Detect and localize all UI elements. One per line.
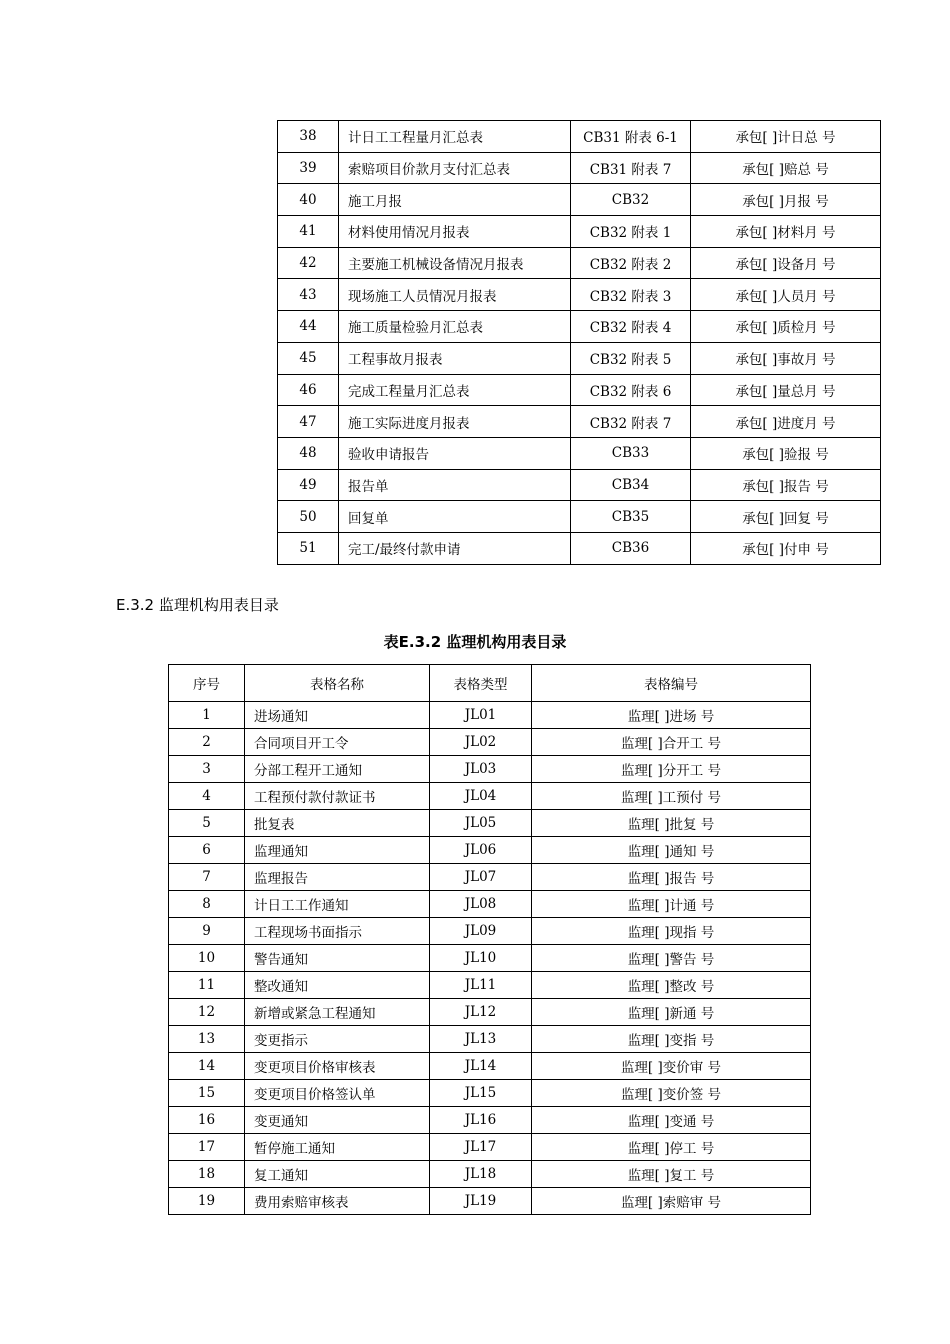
cell-type: JL13 bbox=[430, 1026, 532, 1053]
cell-type: CB31 附表 7 bbox=[571, 152, 691, 184]
cell-type: JL14 bbox=[430, 1053, 532, 1080]
form-list-table-continued bbox=[277, 120, 881, 565]
cell-no: 43 bbox=[278, 279, 339, 311]
cell-no: 19 bbox=[169, 1188, 245, 1215]
table-row bbox=[169, 1107, 811, 1134]
cell-no: 14 bbox=[169, 1053, 245, 1080]
cell-no: 47 bbox=[278, 406, 339, 438]
cell-no: 7 bbox=[169, 864, 245, 891]
table-row bbox=[278, 279, 881, 311]
cell-no: 15 bbox=[169, 1080, 245, 1107]
cell-type: CB32 附表 1 bbox=[571, 216, 691, 248]
table-row bbox=[169, 999, 811, 1026]
cell-no: 18 bbox=[169, 1161, 245, 1188]
table-row bbox=[278, 532, 881, 564]
cell-name: 完成工程量月汇总表 bbox=[339, 374, 571, 406]
cell-name: 监理报告 bbox=[245, 864, 430, 891]
cell-name: 变更指示 bbox=[245, 1026, 430, 1053]
table-row bbox=[278, 216, 881, 248]
cell-type: JL02 bbox=[430, 729, 532, 756]
cell-no: 8 bbox=[169, 891, 245, 918]
cell-no: 4 bbox=[169, 783, 245, 810]
cell-code: 监理[ ]批复 号 bbox=[532, 810, 811, 837]
cell-type: JL01 bbox=[430, 702, 532, 729]
cell-no: 11 bbox=[169, 972, 245, 999]
table-row bbox=[278, 469, 881, 501]
cell-no: 42 bbox=[278, 247, 339, 279]
cell-code: 承包[ ]材料月 号 bbox=[691, 216, 881, 248]
cell-code: 承包[ ]事故月 号 bbox=[691, 342, 881, 374]
cell-name: 警告通知 bbox=[245, 945, 430, 972]
cell-name: 费用索赔审核表 bbox=[245, 1188, 430, 1215]
cell-type: CB35 bbox=[571, 501, 691, 533]
cell-code: 监理[ ]合开工 号 bbox=[532, 729, 811, 756]
cell-no: 40 bbox=[278, 184, 339, 216]
cell-type: JL04 bbox=[430, 783, 532, 810]
cell-type: JL06 bbox=[430, 837, 532, 864]
cell-no: 46 bbox=[278, 374, 339, 406]
cell-no: 44 bbox=[278, 311, 339, 343]
cell-no: 13 bbox=[169, 1026, 245, 1053]
cell-code: 监理[ ]整改 号 bbox=[532, 972, 811, 999]
cell-no: 1 bbox=[169, 702, 245, 729]
cell-name: 材料使用情况月报表 bbox=[339, 216, 571, 248]
cell-type: JL17 bbox=[430, 1134, 532, 1161]
cell-name: 计日工工程量月汇总表 bbox=[339, 121, 571, 153]
cell-name: 回复单 bbox=[339, 501, 571, 533]
cell-type: JL18 bbox=[430, 1161, 532, 1188]
cell-type: CB32 附表 5 bbox=[571, 342, 691, 374]
table-row bbox=[169, 783, 811, 810]
cell-code: 监理[ ]复工 号 bbox=[532, 1161, 811, 1188]
cell-name: 分部工程开工通知 bbox=[245, 756, 430, 783]
cell-type: JL09 bbox=[430, 918, 532, 945]
cell-code: 承包[ ]月报 号 bbox=[691, 184, 881, 216]
cell-name: 批复表 bbox=[245, 810, 430, 837]
cell-code: 承包[ ]回复 号 bbox=[691, 501, 881, 533]
cell-name: 验收申请报告 bbox=[339, 437, 571, 469]
cell-no: 6 bbox=[169, 837, 245, 864]
cell-type: CB32 附表 7 bbox=[571, 406, 691, 438]
cell-code: 监理[ ]报告 号 bbox=[532, 864, 811, 891]
cell-no: 50 bbox=[278, 501, 339, 533]
cell-code: 承包[ ]质检月 号 bbox=[691, 311, 881, 343]
cell-name: 施工月报 bbox=[339, 184, 571, 216]
cell-name: 整改通知 bbox=[245, 972, 430, 999]
cell-code: 监理[ ]变价审 号 bbox=[532, 1053, 811, 1080]
cell-type: CB32 附表 6 bbox=[571, 374, 691, 406]
cell-code: 监理[ ]警告 号 bbox=[532, 945, 811, 972]
cell-type: JL16 bbox=[430, 1107, 532, 1134]
cell-code: 监理[ ]现指 号 bbox=[532, 918, 811, 945]
table-row bbox=[169, 972, 811, 999]
cell-code: 监理[ ]变指 号 bbox=[532, 1026, 811, 1053]
cell-type: CB32 附表 4 bbox=[571, 311, 691, 343]
cell-name: 暂停施工通知 bbox=[245, 1134, 430, 1161]
cell-name: 完工/最终付款申请 bbox=[339, 532, 571, 564]
cell-name: 变更项目价格签认单 bbox=[245, 1080, 430, 1107]
table-row bbox=[169, 837, 811, 864]
table-row bbox=[169, 1080, 811, 1107]
cell-code: 承包[ ]付申 号 bbox=[691, 532, 881, 564]
cell-name: 进场通知 bbox=[245, 702, 430, 729]
cell-type: CB32 附表 3 bbox=[571, 279, 691, 311]
cell-code: 承包[ ]量总月 号 bbox=[691, 374, 881, 406]
cell-no: 51 bbox=[278, 532, 339, 564]
cell-name: 工程现场书面指示 bbox=[245, 918, 430, 945]
cell-no: 38 bbox=[278, 121, 339, 153]
table-row bbox=[278, 501, 881, 533]
cell-name: 复工通知 bbox=[245, 1161, 430, 1188]
cell-no: 5 bbox=[169, 810, 245, 837]
cell-no: 9 bbox=[169, 918, 245, 945]
cell-code: 承包[ ]验报 号 bbox=[691, 437, 881, 469]
table-row bbox=[169, 756, 811, 783]
cell-code: 监理[ ]新通 号 bbox=[532, 999, 811, 1026]
cell-name: 索赔项目价款月支付汇总表 bbox=[339, 152, 571, 184]
table-row bbox=[278, 437, 881, 469]
cell-type: CB33 bbox=[571, 437, 691, 469]
cell-type: JL05 bbox=[430, 810, 532, 837]
cell-name: 合同项目开工令 bbox=[245, 729, 430, 756]
cell-code: 承包[ ]赔总 号 bbox=[691, 152, 881, 184]
table-row bbox=[169, 1026, 811, 1053]
table-row bbox=[169, 1188, 811, 1215]
cell-type: CB32 附表 2 bbox=[571, 247, 691, 279]
table-row bbox=[278, 342, 881, 374]
table-row bbox=[278, 374, 881, 406]
cell-no: 16 bbox=[169, 1107, 245, 1134]
table-row bbox=[169, 1053, 811, 1080]
cell-no: 41 bbox=[278, 216, 339, 248]
table-row bbox=[278, 152, 881, 184]
cell-no: 3 bbox=[169, 756, 245, 783]
table-row bbox=[278, 406, 881, 438]
cell-code: 承包[ ]进度月 号 bbox=[691, 406, 881, 438]
table-row bbox=[169, 729, 811, 756]
cell-type: JL10 bbox=[430, 945, 532, 972]
table-row bbox=[169, 1134, 811, 1161]
supervision-form-list-table bbox=[168, 664, 811, 1215]
cell-type: JL15 bbox=[430, 1080, 532, 1107]
table-row bbox=[169, 702, 811, 729]
cell-code: 监理[ ]变价签 号 bbox=[532, 1080, 811, 1107]
table-row bbox=[169, 945, 811, 972]
cell-code: 监理[ ]停工 号 bbox=[532, 1134, 811, 1161]
header-type: 表格类型 bbox=[430, 665, 532, 702]
cell-name: 主要施工机械设备情况月报表 bbox=[339, 247, 571, 279]
cell-name: 变更通知 bbox=[245, 1107, 430, 1134]
cell-code: 监理[ ]工预付 号 bbox=[532, 783, 811, 810]
cell-type: JL11 bbox=[430, 972, 532, 999]
section-heading: E.3.2 监理机构用表目录 bbox=[116, 596, 279, 614]
cell-code: 监理[ ]分开工 号 bbox=[532, 756, 811, 783]
cell-code: 承包[ ]报告 号 bbox=[691, 469, 881, 501]
table-row bbox=[169, 864, 811, 891]
cell-no: 17 bbox=[169, 1134, 245, 1161]
table-row bbox=[278, 184, 881, 216]
table-row bbox=[278, 121, 881, 153]
cell-code: 监理[ ]变通 号 bbox=[532, 1107, 811, 1134]
cell-name: 报告单 bbox=[339, 469, 571, 501]
cell-code: 监理[ ]索赔审 号 bbox=[532, 1188, 811, 1215]
cell-code: 承包[ ]设备月 号 bbox=[691, 247, 881, 279]
cell-type: CB32 bbox=[571, 184, 691, 216]
cell-code: 承包[ ]人员月 号 bbox=[691, 279, 881, 311]
cell-no: 49 bbox=[278, 469, 339, 501]
table-title: 表E.3.2 监理机构用表目录 bbox=[383, 633, 567, 651]
cell-name: 监理通知 bbox=[245, 837, 430, 864]
cell-type: CB36 bbox=[571, 532, 691, 564]
cell-name: 现场施工人员情况月报表 bbox=[339, 279, 571, 311]
cell-name: 新增或紧急工程通知 bbox=[245, 999, 430, 1026]
cell-name: 施工质量检验月汇总表 bbox=[339, 311, 571, 343]
table-row bbox=[169, 891, 811, 918]
table-row bbox=[278, 311, 881, 343]
cell-name: 工程预付款付款证书 bbox=[245, 783, 430, 810]
cell-name: 计日工工作通知 bbox=[245, 891, 430, 918]
table-row bbox=[169, 918, 811, 945]
cell-code: 监理[ ]进场 号 bbox=[532, 702, 811, 729]
cell-name: 施工实际进度月报表 bbox=[339, 406, 571, 438]
header-name: 表格名称 bbox=[245, 665, 430, 702]
cell-type: JL07 bbox=[430, 864, 532, 891]
cell-no: 48 bbox=[278, 437, 339, 469]
header-code: 表格编号 bbox=[532, 665, 811, 702]
table-header-row bbox=[169, 665, 811, 702]
cell-type: CB34 bbox=[571, 469, 691, 501]
header-no: 序号 bbox=[169, 665, 245, 702]
cell-code: 承包[ ]计日总 号 bbox=[691, 121, 881, 153]
cell-no: 39 bbox=[278, 152, 339, 184]
cell-name: 工程事故月报表 bbox=[339, 342, 571, 374]
cell-type: JL12 bbox=[430, 999, 532, 1026]
cell-no: 45 bbox=[278, 342, 339, 374]
cell-type: JL03 bbox=[430, 756, 532, 783]
table-row bbox=[169, 810, 811, 837]
cell-no: 10 bbox=[169, 945, 245, 972]
cell-code: 监理[ ]计通 号 bbox=[532, 891, 811, 918]
cell-type: CB31 附表 6-1 bbox=[571, 121, 691, 153]
cell-no: 2 bbox=[169, 729, 245, 756]
table-row bbox=[169, 1161, 811, 1188]
cell-no: 12 bbox=[169, 999, 245, 1026]
table-row bbox=[278, 247, 881, 279]
cell-type: JL08 bbox=[430, 891, 532, 918]
cell-name: 变更项目价格审核表 bbox=[245, 1053, 430, 1080]
cell-code: 监理[ ]通知 号 bbox=[532, 837, 811, 864]
cell-type: JL19 bbox=[430, 1188, 532, 1215]
